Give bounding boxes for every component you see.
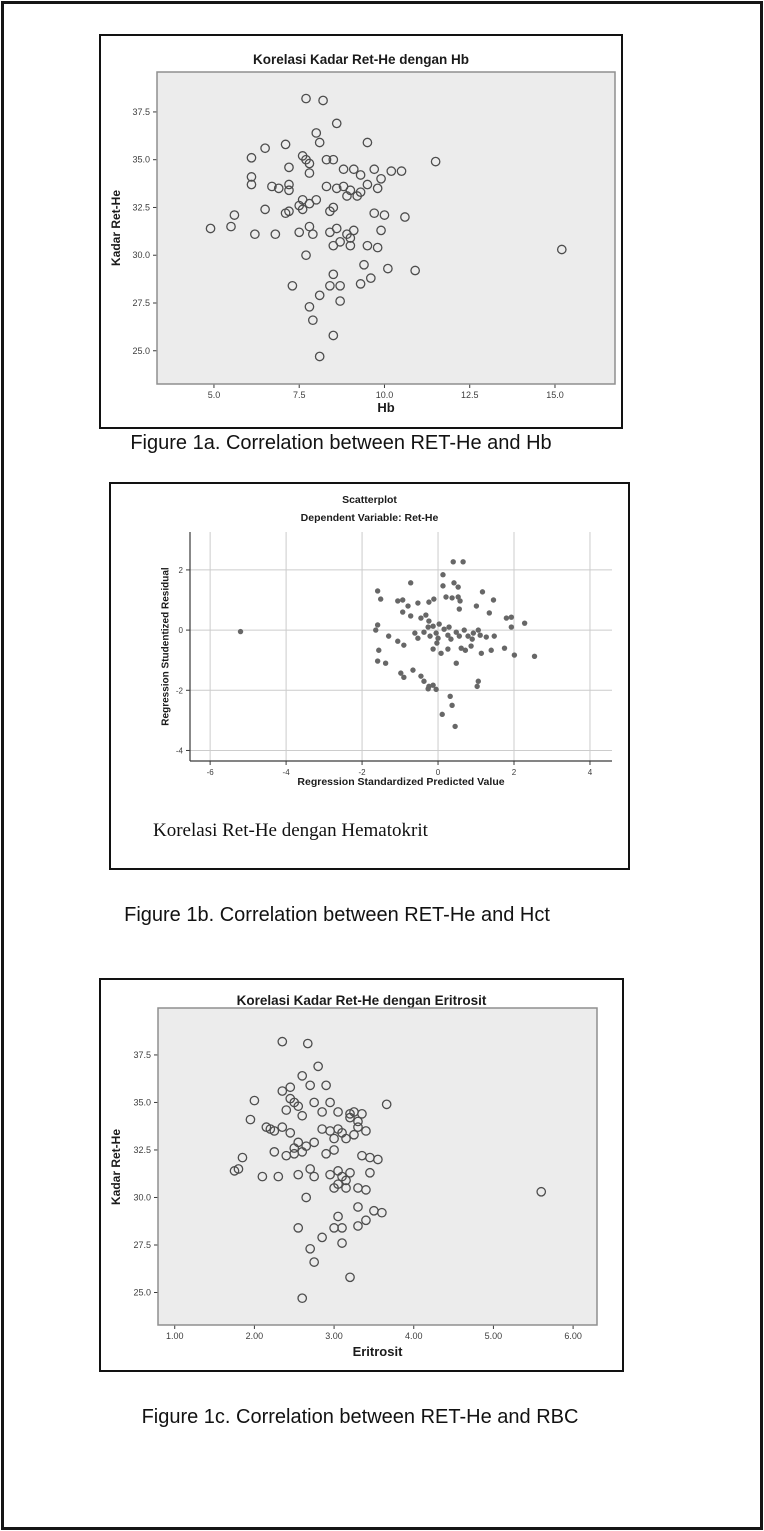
- figure-1c-caption: Figure 1c. Correlation between RET-He and RBC: [141, 1406, 579, 1428]
- figure-1b-chart-title: Scatterplot: [342, 494, 397, 506]
- svg-text:30.0: 30.0: [132, 250, 150, 261]
- svg-text:6.00: 6.00: [564, 1331, 582, 1341]
- svg-text:-4: -4: [282, 768, 290, 777]
- svg-text:35.0: 35.0: [132, 154, 150, 165]
- svg-text:2: 2: [511, 768, 517, 777]
- svg-text:4.00: 4.00: [404, 1331, 423, 1341]
- svg-text:3.00: 3.00: [325, 1331, 343, 1341]
- svg-text:37.5: 37.5: [133, 1049, 151, 1060]
- figure-1c-chart-title: Korelasi Kadar Ret-He dengan Eritrosit: [236, 993, 487, 1008]
- svg-text:4: 4: [587, 768, 593, 777]
- svg-text:2.00: 2.00: [245, 1331, 264, 1341]
- figure-1c-scatter-plot: [133, 1008, 597, 1341]
- svg-text:25.0: 25.0: [133, 1287, 151, 1298]
- figure-1a-x-axis-label: Hb: [377, 400, 395, 415]
- svg-text:35.0: 35.0: [133, 1097, 151, 1108]
- figure-1a-chart-title: Korelasi Kadar Ret-He dengan Hb: [252, 52, 470, 67]
- svg-text:0: 0: [435, 768, 441, 777]
- svg-text:2: 2: [178, 565, 183, 575]
- svg-text:-6: -6: [206, 768, 214, 777]
- svg-text:32.5: 32.5: [132, 202, 150, 213]
- figure-1c-x-axis-label: Eritrosit: [352, 1344, 403, 1359]
- svg-text:5.00: 5.00: [484, 1331, 503, 1341]
- figure-1b-residual-plot: [175, 532, 612, 777]
- svg-text:15.0: 15.0: [546, 390, 564, 400]
- figure-1b-box: [109, 482, 630, 870]
- svg-text:30.0: 30.0: [133, 1192, 151, 1203]
- svg-text:5.0: 5.0: [207, 390, 221, 400]
- svg-text:10.0: 10.0: [375, 390, 394, 400]
- svg-text:12.5: 12.5: [460, 390, 479, 400]
- svg-text:27.5: 27.5: [132, 297, 150, 308]
- svg-text:32.5: 32.5: [133, 1144, 151, 1155]
- figure-1b-x-axis-label: Regression Standardized Predicted Value: [297, 776, 505, 788]
- svg-text:-2: -2: [358, 768, 366, 777]
- svg-text:7.5: 7.5: [292, 390, 306, 400]
- figure-1a-scatter-plot: [132, 72, 615, 400]
- figure-1a-box: [99, 34, 623, 429]
- svg-text:27.5: 27.5: [133, 1239, 151, 1250]
- figure-1c-box: [99, 978, 624, 1372]
- svg-text:37.5: 37.5: [132, 106, 150, 117]
- svg-text:1.00: 1.00: [165, 1331, 184, 1341]
- svg-text:25.0: 25.0: [132, 345, 150, 356]
- svg-text:0: 0: [178, 626, 183, 636]
- figure-1a-caption: Figure 1a. Correlation between RET-He and Hb: [130, 432, 552, 454]
- svg-text:-2: -2: [175, 686, 183, 696]
- figure-1b-note: Korelasi Ret-He dengan Hematokrit: [153, 820, 428, 841]
- figure-1c-y-axis-label: Kadar Ret-He: [109, 1128, 123, 1205]
- figure-1a-y-axis-label: Kadar Ret-He: [109, 189, 123, 267]
- figure-1b-chart-subtitle: Dependent Variable: Ret-He: [300, 512, 439, 524]
- svg-text:-4: -4: [175, 746, 183, 756]
- figure-1b-y-axis-label: Regression Studentized Residual: [160, 567, 172, 726]
- figure-1b-caption: Figure 1b. Correlation between RET-He and Hct: [124, 904, 550, 926]
